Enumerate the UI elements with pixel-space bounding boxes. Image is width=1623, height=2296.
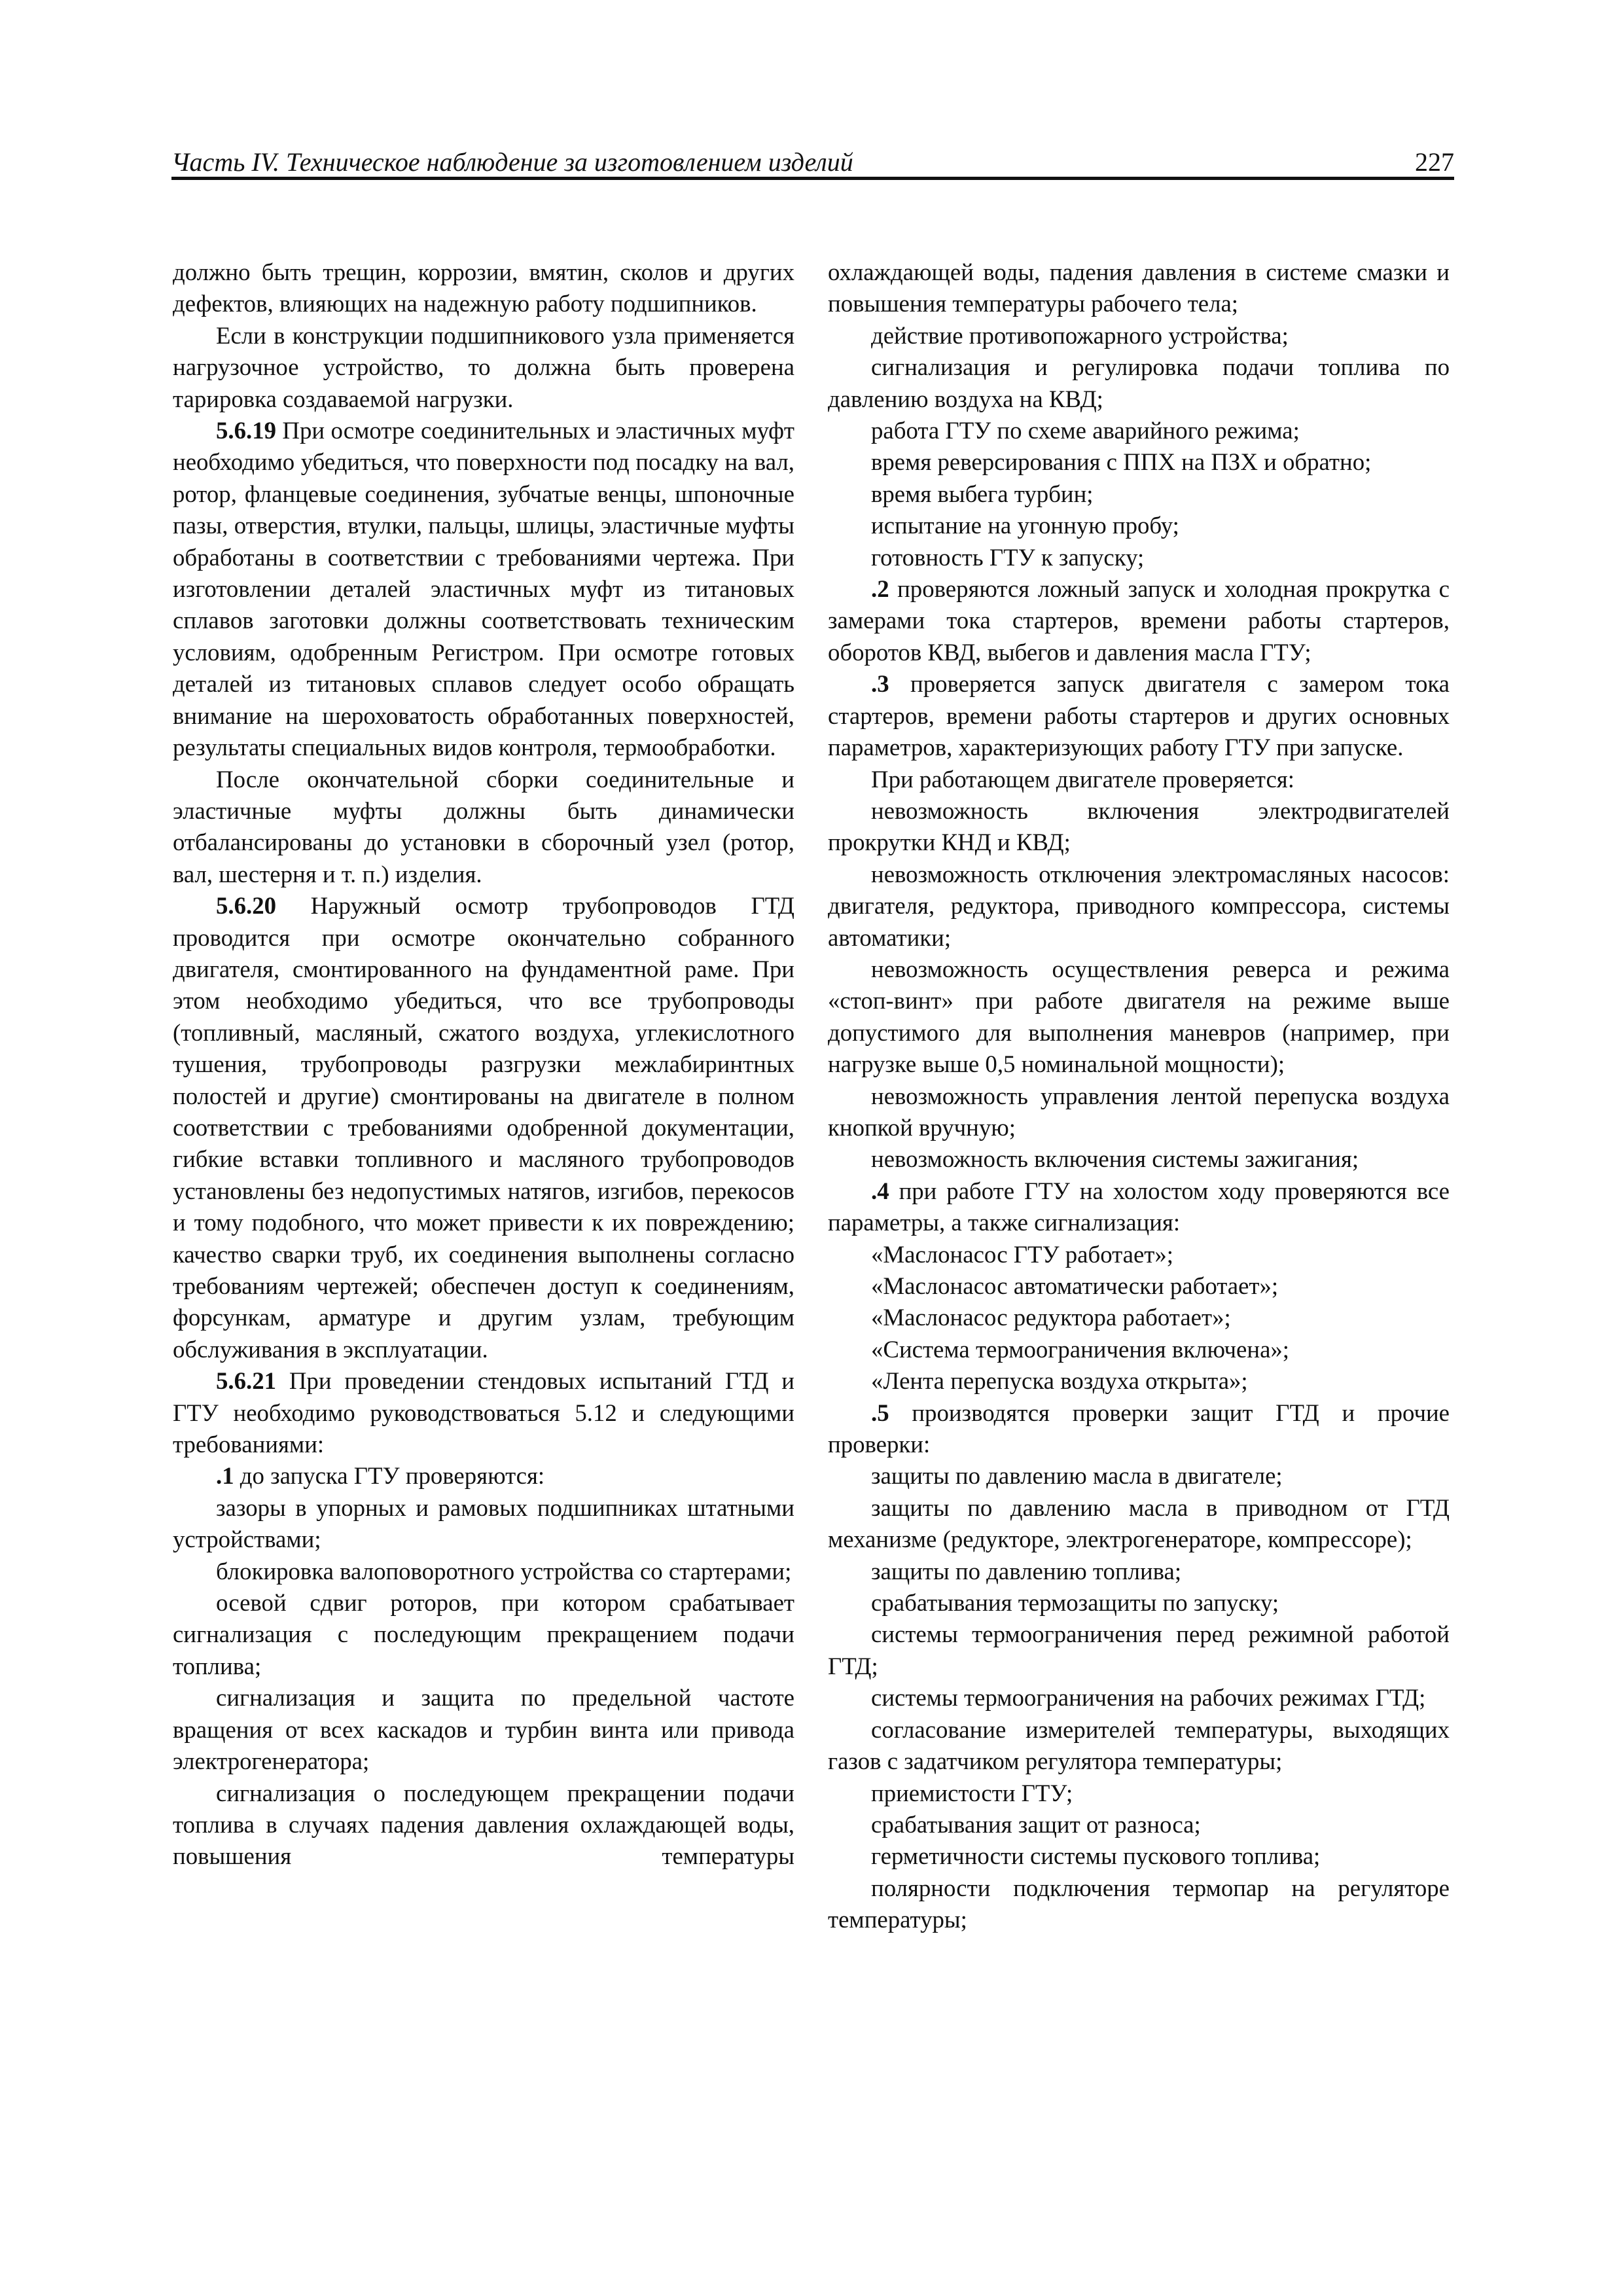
paragraph: «Система термоограничения включена»; <box>871 1335 1290 1363</box>
paragraph: защиты по давлению масла в двигателе; <box>871 1462 1283 1490</box>
paragraph: сигнализация и регулировка подачи топлива по давлению воздуха на КВД; <box>828 353 1450 412</box>
paragraph: должно быть трещин, коррозии, вмятин, сколов и других дефектов, влияющих на надежную работу подшипников. <box>173 259 794 317</box>
paragraph: сигнализация о последующем прекращении подачи топлива в случаях падения давления охлаждающей воды, повышения температуры <box>173 1779 794 1870</box>
paragraph: После окончательной сборки соединительные и эластичные муфты должны быть динамически отбалансированы до установки в сборочный узел (ротор, вал, шестерня и т. п.) изделия. <box>173 765 794 888</box>
item-number: .4 <box>871 1177 889 1204</box>
paragraph: невозможность управления лентой перепуска воздуха кнопкой вручную; <box>828 1082 1450 1141</box>
paragraph: полярности подключения термопар на регуляторе температуры; <box>828 1874 1450 1933</box>
paragraph: срабатывания защит от разноса; <box>871 1810 1201 1838</box>
paragraph: срабатывания термозащиты по запуску; <box>871 1589 1279 1617</box>
paragraph: «Маслонасос редуктора работает»; <box>871 1304 1231 1331</box>
paragraph: работа ГТУ по схеме аварийного режима; <box>871 417 1300 444</box>
paragraph: защиты по давлению масла в приводном от ГТД механизме (редукторе, электрогенераторе, компрессоре); <box>828 1494 1450 1553</box>
item-number: .1 <box>216 1462 234 1490</box>
paragraph: системы термоограничения перед режимной работой ГТД; <box>828 1621 1450 1679</box>
paragraph: согласование измерителей температуры, выходящих газов с задатчиком регулятора температуры; <box>828 1715 1450 1775</box>
paragraph: 5.6.21 При проведении стендовых испытаний ГТД и ГТУ необходимо руководствоваться 5.12 и следующими требованиями: <box>173 1367 794 1458</box>
paragraph: 5.6.20 Наружный осмотр трубопроводов ГТД проводится при осмотре окончательно собранного двигателя, смонтированного на фундаментной раме. При этом необходимо убедиться, что все трубопроводы (топливный, масляный, сжатого воздуха, углекислотного тушения, трубопроводы разгрузки межлабиринтных полостей и другие) смонтированы на двигателе в полном соответствии с требованиями одобренной документации, гибкие вставки топливного и масляного трубопроводов установлены без недопустимых натягов, изгибов, перекосов и тому подобного, что может привести к их повреждению; качество сварки труб, их соединения выполнены согласно требованиям чертежей; обеспечен доступ к соединениям, форсункам, арматуре и другим узлам, требующим обслуживания в эксплуатации. <box>173 892 794 1363</box>
paragraph: время выбега турбин; <box>871 480 1094 507</box>
paragraph: защиты по давлению топлива; <box>871 1557 1182 1585</box>
paragraph: невозможность включения системы зажигания; <box>871 1145 1359 1173</box>
paragraph: приемистости ГТУ; <box>871 1779 1073 1806</box>
section-number: 5.6.21 <box>216 1367 276 1395</box>
paragraph: .2 проверяются ложный запуск и холодная прокрутка с замерами тока стартеров, времени работы стартеров, оборотов КВД, выбегов и давления масла ГТУ; <box>828 575 1450 666</box>
paragraph: время реверсирования с ППХ на ПЗХ и обратно; <box>871 448 1372 476</box>
paragraph: «Маслонасос ГТУ работает»; <box>871 1240 1174 1268</box>
paragraph: герметичности системы пускового топлива; <box>871 1842 1321 1870</box>
paragraph: .3 проверяется запуск двигателя с замером тока стартеров, времени работы стартеров и других основных параметров, характеризующих работу ГТУ при запуске. <box>828 670 1450 761</box>
paragraph: невозможность включения электродвигателей прокрутки КНД и КВД; <box>828 797 1450 856</box>
paragraph: сигнализация и защита по предельной частоте вращения от всех каскадов и турбин винта или привода электрогенератора; <box>173 1684 794 1775</box>
item-number: .2 <box>871 575 889 603</box>
section-number: 5.6.20 <box>216 892 276 920</box>
paragraph: При работающем двигателе проверяется: <box>871 765 1294 793</box>
paragraph: невозможность отключения электромасляных насосов: двигателя, редуктора, приводного компрессора, системы автоматики; <box>828 860 1450 951</box>
paragraph: зазоры в упорных и рамовых подшипниках штатными устройствами; <box>173 1494 794 1553</box>
paragraph: испытание на угонную пробу; <box>871 512 1179 539</box>
item-number: .3 <box>871 670 889 698</box>
paragraph: охлаждающей воды, падения давления в системе смазки и повышения температуры рабочего тела; <box>828 259 1450 317</box>
paragraph: .1 до запуска ГТУ проверяются: <box>216 1462 545 1490</box>
header-rule <box>171 177 1454 180</box>
paragraph: готовность ГТУ к запуску; <box>871 543 1145 571</box>
running-header <box>171 139 1454 178</box>
paragraph: 5.6.19 При осмотре соединительных и эластичных муфт необходимо убедиться, что поверхности под посадку на вал, ротор, фланцевые соединения, зубчатые венцы, шпоночные пазы, отверстия, втулки, пальцы, шлицы, эластичные муфты обработаны в соответствии с требованиями чертежа. При изготовлении деталей эластичных муфт из титановых сплавов заготовки должны соответствовать техническим условиям, одобренным Регистром. При осмотре готовых деталей из титановых сплавов следует особо обращать внимание на шероховатость обработанных поверхностей, результаты специальных видов контроля, термообработки. <box>173 417 794 761</box>
paragraph: «Лента перепуска воздуха открыта»; <box>871 1367 1248 1395</box>
paragraph: «Маслонасос автоматически работает»; <box>871 1272 1279 1299</box>
section-number: 5.6.19 <box>216 417 276 444</box>
paragraph: .4 при работе ГТУ на холостом ходу проверяются все параметры, а также сигнализация: <box>828 1177 1450 1236</box>
left-column <box>173 257 794 1873</box>
paragraph: осевой сдвиг роторов, при котором срабатывает сигнализация с последующим прекращением подачи топлива; <box>173 1589 794 1679</box>
paragraph: .5 производятся проверки защит ГТД и прочие проверки: <box>828 1399 1450 1458</box>
paragraph: блокировка валоповоротного устройства со стартерами; <box>216 1557 792 1585</box>
paragraph: невозможность осуществления реверса и режима «стоп-винт» при работе двигателя на режиме выше допустимого для выполнения маневров (например, при нагрузке выше 0,5 номинальной мощности); <box>828 955 1450 1078</box>
paragraph: действие противопожарного устройства; <box>871 321 1289 349</box>
page-number: 227 <box>1415 147 1454 177</box>
paragraph: системы термоограничения на рабочих режимах ГТД; <box>871 1684 1426 1712</box>
right-column <box>828 257 1450 1936</box>
header-title: Часть IV. Техническое наблюдение за изготовлением изделий <box>171 147 853 177</box>
item-number: .5 <box>871 1399 889 1426</box>
paragraph: Если в конструкции подшипникового узла применяется нагрузочное устройство, то должна быть проверена тарировка создаваемой нагрузки. <box>173 321 794 412</box>
